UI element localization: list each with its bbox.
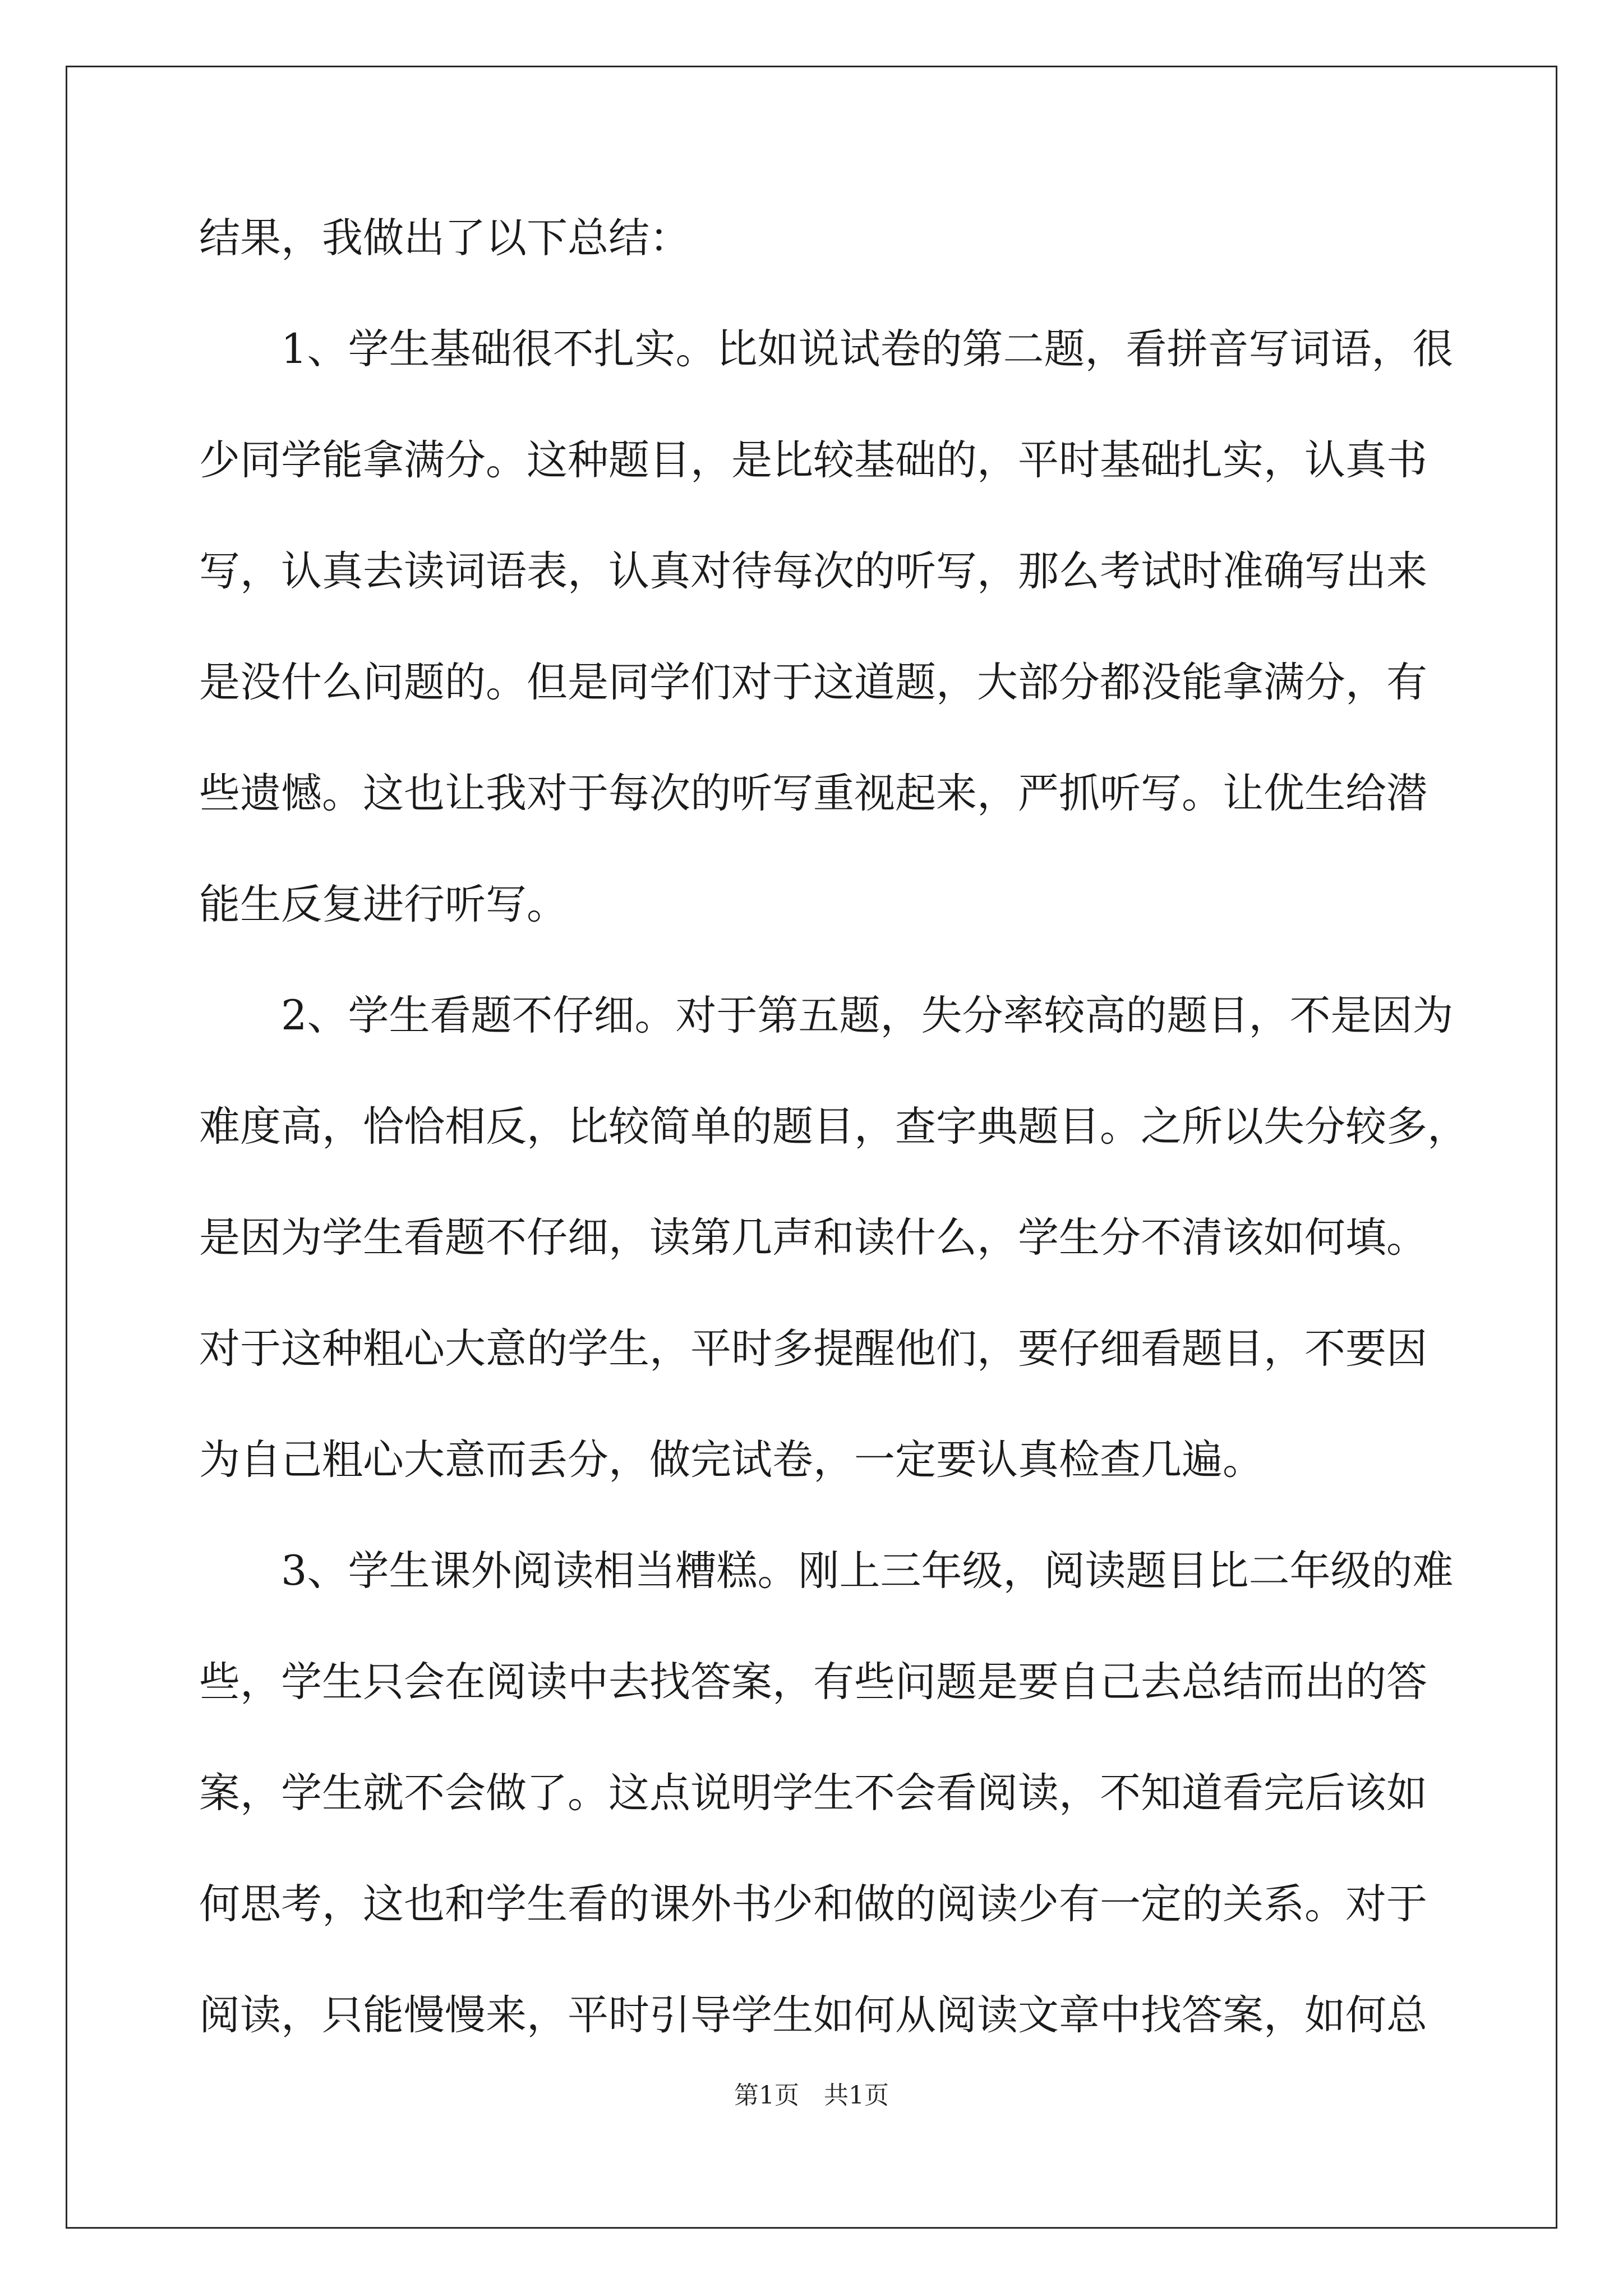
text-line: 难度高，恰恰相反，比较简单的题目，查字典题目。之所以失分较多， — [199, 1103, 1468, 1151]
text-line: 3、学生课外阅读相当糟糕。刚上三年级，阅读题目比二年级的难 — [199, 1547, 1454, 1595]
text-line: 是没什么问题的。但是同学们对于这道题，大部分都没能拿满分，有 — [199, 659, 1427, 706]
text-line: 些遗憾。这也让我对于每次的听写重视起来，严抓听写。让优生给潜 — [199, 770, 1427, 817]
text-line: 2、学生看题不仔细。对于第五题，失分率较高的题目，不是因为 — [199, 992, 1454, 1039]
page-number: 第1页 共1页 — [734, 2081, 889, 2110]
text-line: 阅读，只能慢慢来，平时引导学生如何从阅读文章中找答案，如何总 — [199, 1991, 1427, 2039]
text-line: 1、学生基础很不扎实。比如说试卷的第二题，看拼音写词语，很 — [199, 325, 1454, 373]
text-line: 对于这种粗心大意的学生，平时多提醒他们，要仔细看题目，不要因 — [199, 1325, 1427, 1373]
text-line: 何思考，这也和学生看的课外书少和做的阅读少有一定的关系。对于 — [199, 1880, 1427, 1928]
document-body — [199, 214, 1468, 2039]
text-line: 写，认真去读词语表，认真对待每次的听写，那么考试时准确写出来 — [199, 547, 1427, 595]
text-line: 案，学生就不会做了。这点说明学生不会看阅读，不知道看完后该如 — [199, 1769, 1427, 1817]
text-line: 能生反复进行听写。 — [199, 881, 568, 928]
text-line: 为自己粗心大意而丢分，做完试卷，一定要认真检查几遍。 — [199, 1436, 1264, 1484]
text-line: 少同学能拿满分。这种题目，是比较基础的，平时基础扎实，认真书 — [199, 436, 1427, 484]
text-line: 些，学生只会在阅读中去找答案，有些问题是要自己去总结而出的答 — [199, 1658, 1427, 1706]
text-line: 结果，我做出了以下总结： — [199, 214, 690, 262]
text-line: 是因为学生看题不仔细，读第几声和读什么，学生分不清该如何填。 — [199, 1214, 1427, 1262]
